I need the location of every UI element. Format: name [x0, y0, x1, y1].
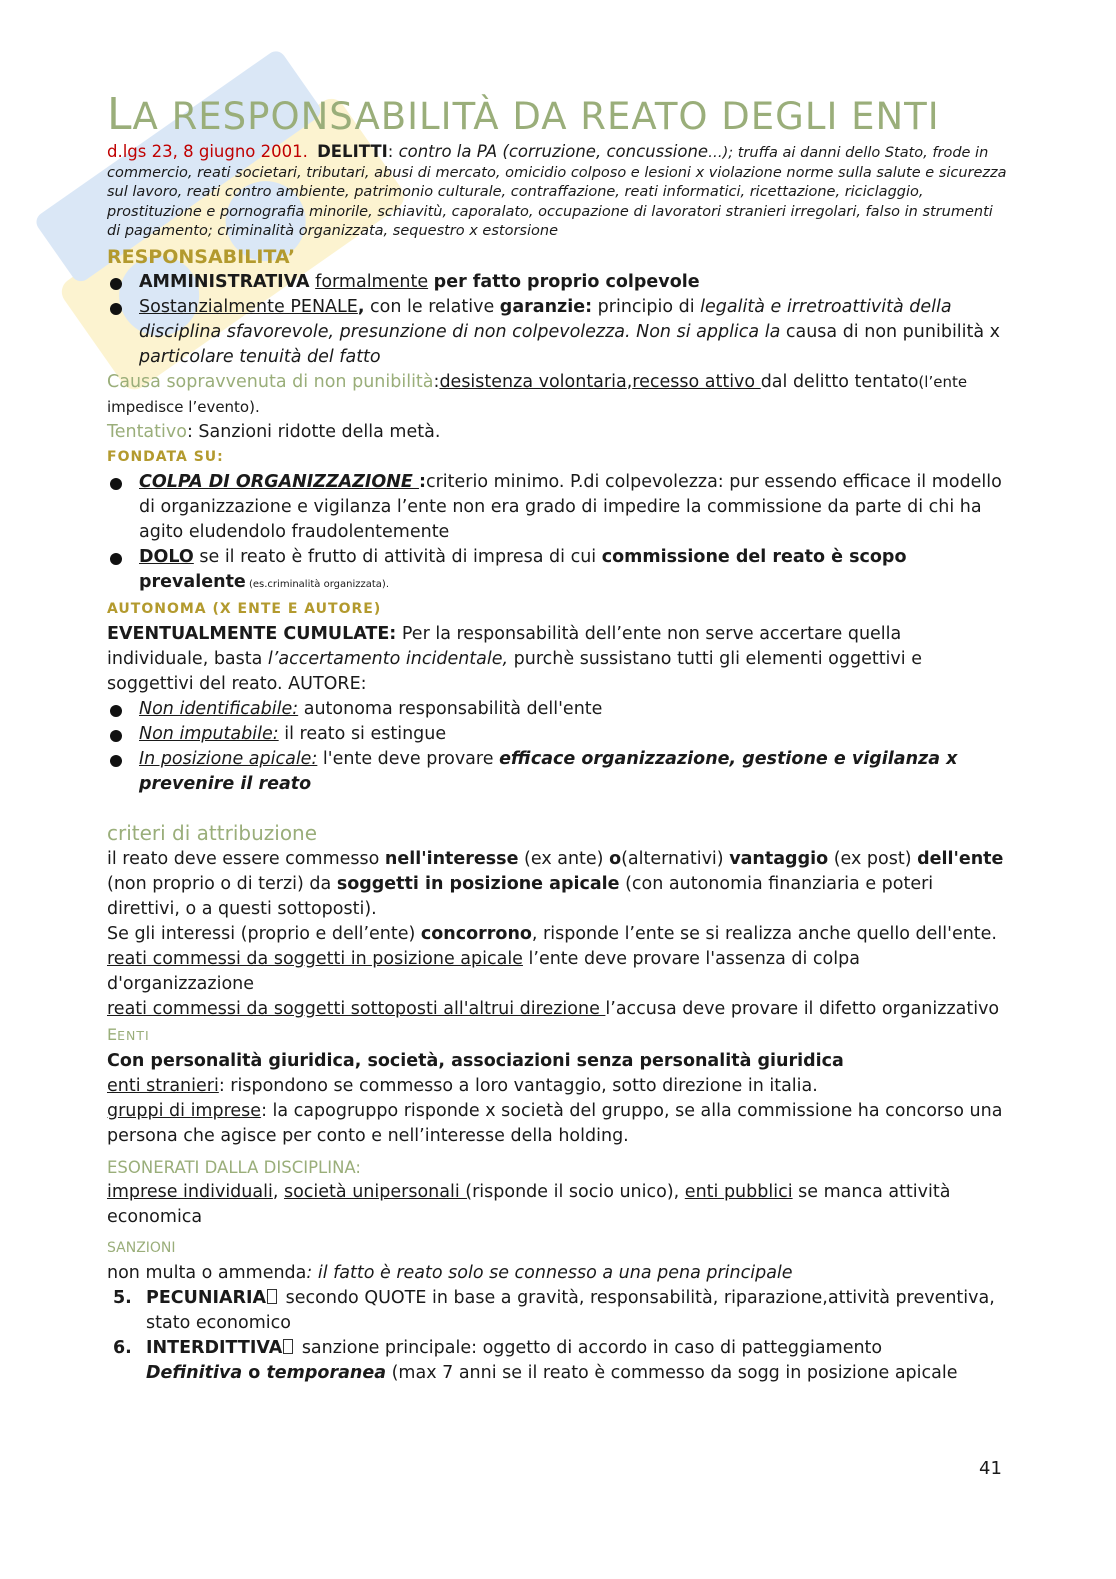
- sanzioni-intro: non multa o ammenda: il fatto è reato solo se connesso a una pena principale: [107, 1262, 793, 1283]
- enti-gruppi: gruppi di imprese: la capogruppo risponde x società del gruppo, se alla commissione ha concorso una persona che agisce per conto e nell’interesse della holding.: [107, 1100, 1003, 1146]
- list-item: Sostanzialmente PENALE, con le relative garanzie: principio di legalità e irretroattività della disciplina sfavorevole, presunzione di non colpevolezza. Non si applica la causa di non punibilità x particolare tenuità del fatto: [107, 295, 1007, 370]
- cumulate-paragraph: EVENTUALMENTE CUMULATE: Per la responsabilità dell’ente non serve accertare quella individuale, basta l’accertamento incidentale, purchè sussistano tutti gli elementi oggettivi e soggettivi del reato. AUTORE:: [107, 623, 922, 694]
- criteri-p1: il reato deve essere commesso nell'interesse (ex ante) o(alternativi) vantaggio (ex post) dell'ente (non proprio o di terzi) da soggetti in posizione apicale (con autonomia finanziaria e poteri direttivi, o a questi sottoposti).: [107, 848, 1004, 919]
- enti-bold: Con personalità giuridica, società, associazioni senza personalità giuridica: [107, 1050, 844, 1071]
- list-item: 6. INTERDITTIVA sanzione principale: oggetto di accordo in caso di patteggiamento Definitiva o temporanea (max 7 anni se il reato è commesso da sogg in posizione apicale: [113, 1337, 958, 1383]
- list-item: In posizione apicale: l'ente deve provare efficace organizzazione, gestione e vigilanza x prevenire il reato: [107, 747, 1007, 797]
- responsabilita-list: [107, 270, 1007, 370]
- heading-sanzioni: SANZIONI: [107, 1239, 176, 1256]
- list-item: Non imputabile: il reato si estingue: [107, 722, 1007, 747]
- criteri-p3: reati commessi da soggetti in posizione apicale l’ente deve provare l'assenza di colpa d'organizzazione: [107, 948, 860, 994]
- heading-autonoma: AUTONOMA (X ENTE E AUTORE): [107, 600, 382, 617]
- tentativo-paragraph: Tentativo: Sanzioni ridotte della metà.: [107, 421, 441, 442]
- causa-paragraph: Causa sopravvenuta di non punibilità:desistenza volontaria,recesso attivo dal delitto tentato(l’ente impedisce l’evento).: [107, 371, 968, 416]
- sanzioni-list: [107, 1286, 1007, 1386]
- document-page: [107, 89, 1007, 1386]
- enti-stranieri: enti stranieri: rispondono se commesso a loro vantaggio, sotto direzione in italia.: [107, 1075, 818, 1096]
- heading-fondata: FONDATA SU:: [107, 448, 224, 465]
- missing-glyph-icon: [283, 1339, 293, 1354]
- heading-enti: EENTI: [107, 1024, 150, 1044]
- page-number: 41: [979, 1458, 1002, 1479]
- page-title: LA RESPONSABILITÀ DA REATO DEGLI ENTI: [107, 89, 940, 140]
- autore-list: [107, 697, 1007, 797]
- fondata-list: [107, 470, 1007, 597]
- list-item: Non identificabile: autonoma responsabilità dell'ente: [107, 697, 1007, 722]
- heading-responsabilita: RESPONSABILITA’: [107, 245, 296, 268]
- heading-criteri: criteri di attribuzione: [107, 820, 318, 845]
- criteri-p2: Se gli interessi (proprio e dell’ente) concorrono, risponde l’ente se si realizza anche quello dell'ente.: [107, 923, 997, 944]
- esonerati-paragraph: imprese individuali, società unipersonali (risponde il socio unico), enti pubblici se manca attività economica: [107, 1181, 951, 1227]
- intro-paragraph: d.lgs 23, 8 giugno 2001. DELITTI: contro la PA (corruzione, concussione…); truffa ai danni dello Stato, frode in commercio, reati societari, tributari, abusi di mercato, omicidio colposo e lesioni x violazione norme sulla salute e sicurezza sul lavoro, reati contro ambiente, patrimonio culturale, contraffazione, reati informatici, ricettazione, riciclaggio, prostituzione e pornografia minorile, schiavitù, caporalato, occupazione di lavoratori stranieri irregolari, falso in strumenti di pagamento; criminalità organizzata, sequestro x estorsione: [107, 142, 1007, 240]
- list-item: DOLO se il reato è frutto di attività di impresa di cui commissione del reato è scopo prevalente (es.criminalità organizzata).: [107, 545, 1007, 597]
- heading-esonerati: ESONERATI DALLA DISCIPLINA:: [107, 1157, 361, 1177]
- list-item: 5. PECUNIARIA secondo QUOTE in base a gravità, responsabilità, riparazione,attività preventiva, stato economico: [113, 1287, 995, 1333]
- missing-glyph-icon: [267, 1289, 277, 1304]
- criteri-p4: reati commessi da soggetti sottoposti all'altrui direzione l’accusa deve provare il difetto organizzativo: [107, 998, 1000, 1019]
- list-item: AMMINISTRATIVA formalmente per fatto proprio colpevole: [107, 270, 1007, 295]
- list-item: COLPA DI ORGANIZZAZIONE :criterio minimo. P.di colpevolezza: pur essendo efficace il modello di organizzazione e vigilanza l’ente non era grado di impedire la commissione da parte di chi ha agito eludendolo fraudolentemente: [107, 470, 1007, 545]
